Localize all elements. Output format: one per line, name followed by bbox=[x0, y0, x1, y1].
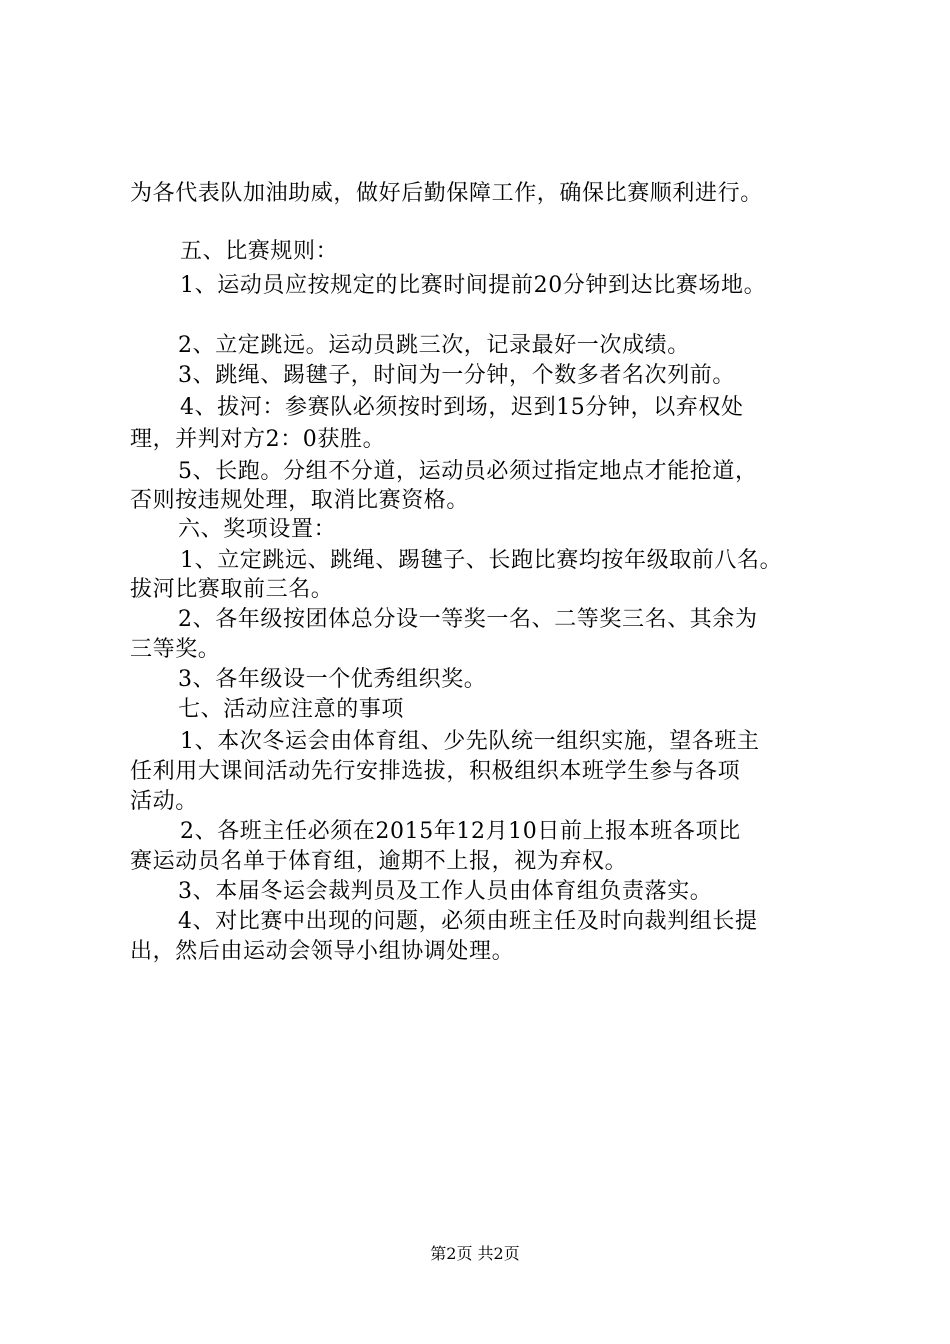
section-heading-awards: 六、奖项设置： bbox=[178, 517, 337, 542]
text-line: 2、各班主任必须在2015年12月10日前上报本班各项比 bbox=[180, 819, 741, 844]
section-heading-rules: 五、比赛规则： bbox=[180, 239, 339, 264]
text-line: 3、跳绳、踢毽子，时间为一分钟，个数多者名次列前。 bbox=[178, 363, 735, 388]
text-line: 4、拔河：参赛队必须按时到场，迟到15分钟，以弃权处 bbox=[180, 395, 744, 420]
text-line: 否则按违规处理，取消比赛资格。 bbox=[130, 488, 470, 513]
text-line: 拔河比赛取前三名。 bbox=[130, 577, 334, 602]
text-line: 2、各年级按团体总分设一等奖一名、二等奖三名、其余为 bbox=[178, 607, 758, 632]
text-line: 3、各年级设一个优秀组织奖。 bbox=[178, 667, 487, 692]
text-line: 1、运动员应按规定的比赛时间提前20分钟到达比赛场地。 bbox=[180, 273, 767, 298]
text-line: 活动。 bbox=[130, 789, 198, 814]
text-line: 出，然后由运动会领导小组协调处理。 bbox=[130, 939, 515, 964]
text-line: 5、长跑。分组不分道，运动员必须过指定地点才能抢道， bbox=[178, 459, 758, 484]
text-line: 1、本次冬运会由体育组、少先队统一组织实施，望各班主 bbox=[180, 729, 760, 754]
section-heading-notes: 七、活动应注意的事项 bbox=[178, 697, 405, 722]
text-line: 三等奖。 bbox=[130, 637, 221, 662]
text-line: 理，并判对方2：0获胜。 bbox=[130, 427, 386, 452]
page-number-footer: 第2页 共2页 bbox=[430, 1244, 520, 1263]
text-line: 3、本届冬运会裁判员及工作人员由体育组负责落实。 bbox=[178, 879, 713, 904]
text-line: 4、对比赛中出现的问题，必须由班主任及时向裁判组长提 bbox=[178, 909, 758, 934]
text-line: 任利用大课间活动先行安排选拔，积极组织本班学生参与各项 bbox=[130, 759, 741, 784]
text-line: 2、立定跳远。运动员跳三次，记录最好一次成绩。 bbox=[178, 333, 690, 358]
text-line: 赛运动员名单于体育组，逾期不上报，视为弃权。 bbox=[130, 849, 628, 874]
text-line: 1、立定跳远、跳绳、踢毽子、长跑比赛均按年级取前八名。 bbox=[180, 548, 783, 573]
text-line: 为各代表队加油助威，做好后勤保障工作，确保比赛顺利进行。 bbox=[130, 181, 763, 206]
